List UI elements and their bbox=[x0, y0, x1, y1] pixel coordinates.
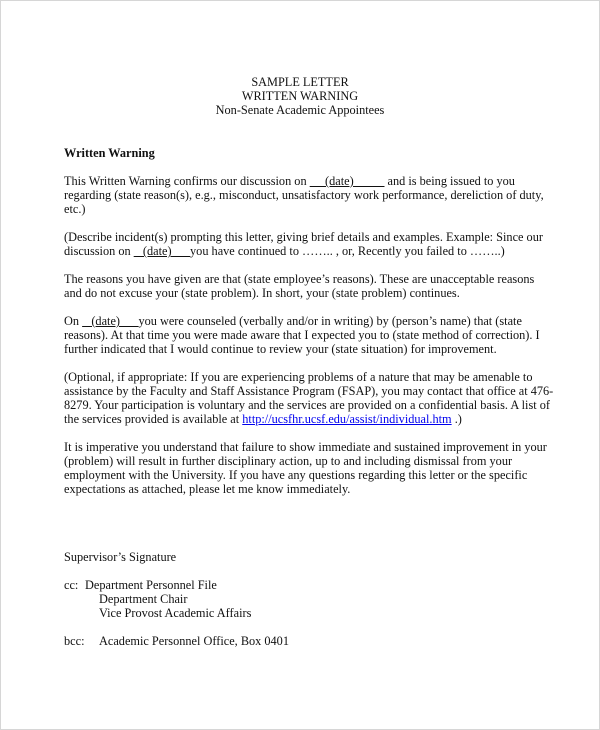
bcc-line bbox=[64, 634, 544, 648]
paragraph-fsap bbox=[64, 370, 554, 426]
cc-line bbox=[64, 578, 544, 592]
letter-closing bbox=[64, 550, 544, 648]
paragraph-counseling bbox=[64, 314, 554, 356]
supervisor-signature: Supervisor’s Signature bbox=[64, 550, 177, 564]
cc-recipient: Department Personnel File bbox=[85, 578, 217, 592]
fsap-link[interactable]: http://ucsfhr.ucsf.edu/assist/individual.htm bbox=[242, 412, 452, 426]
letter-header bbox=[1, 75, 599, 117]
text: (Describe incident(s) prompting this letter, giving brief details and examples. Example: Since our discussion on bbox=[64, 230, 543, 258]
text: you have continued to …….. , or, Recently you failed to ……..) bbox=[190, 244, 505, 258]
text: you were counseled (verbally and/or in writing) by (person’s name) that (state reasons). At that time you were made aware that I expected you to (state method of correction). I further indicated that I would continue to review your (state situation) for improvement. bbox=[64, 314, 540, 356]
date-blank: (date) bbox=[133, 244, 191, 258]
paragraph-imperative: It is imperative you understand that failure to show immediate and sustained improvement in your (problem) will result in further disciplinary action, up to and including dismissal from your employment with the University. If you have any questions regarding this letter or the specific expectations as attached, please let me know immediately. bbox=[64, 440, 547, 496]
text: This Written Warning confirms our discussion on bbox=[64, 174, 310, 188]
text: .) bbox=[451, 412, 462, 426]
header-title: SAMPLE LETTER bbox=[251, 75, 349, 89]
paragraph-incidents bbox=[64, 230, 554, 258]
section-heading: Written Warning bbox=[64, 146, 155, 160]
paragraph-reasons: The reasons you have given are that (state employee’s reasons). These are unacceptable reasons and do not excuse your (state problem). In short, your (state problem) continues. bbox=[64, 272, 535, 300]
text: and is being issued to you regarding (state reason(s), e.g., misconduct, unsatisfactory work performance, dereliction of duty, etc.) bbox=[64, 174, 544, 216]
letter-body bbox=[64, 146, 554, 510]
date-blank: (date) bbox=[82, 314, 139, 328]
bcc-recipient: Academic Personnel Office, Box 0401 bbox=[99, 634, 289, 648]
header-subtitle: WRITTEN WARNING bbox=[241, 89, 359, 103]
text: (Optional, if appropriate: If you are experiencing problems of a nature that may be amenable to assistance by the Faculty and Staff Assistance Program (FSAP), you may contact that office at 476-8279. Your participation is voluntary and the services are provided on a confidential basis. A list of the services provided is available at bbox=[64, 370, 554, 426]
cc-recipient: Vice Provost Academic Affairs bbox=[99, 606, 252, 620]
text: On bbox=[64, 314, 83, 328]
cc-recipient: Department Chair bbox=[99, 592, 188, 606]
date-blank: (date) bbox=[309, 174, 385, 188]
paragraph-confirmation bbox=[64, 174, 554, 216]
cc-label: cc: bbox=[64, 578, 79, 592]
bcc-label: bcc: bbox=[64, 634, 85, 648]
header-audience: Non-Senate Academic Appointees bbox=[215, 103, 385, 117]
